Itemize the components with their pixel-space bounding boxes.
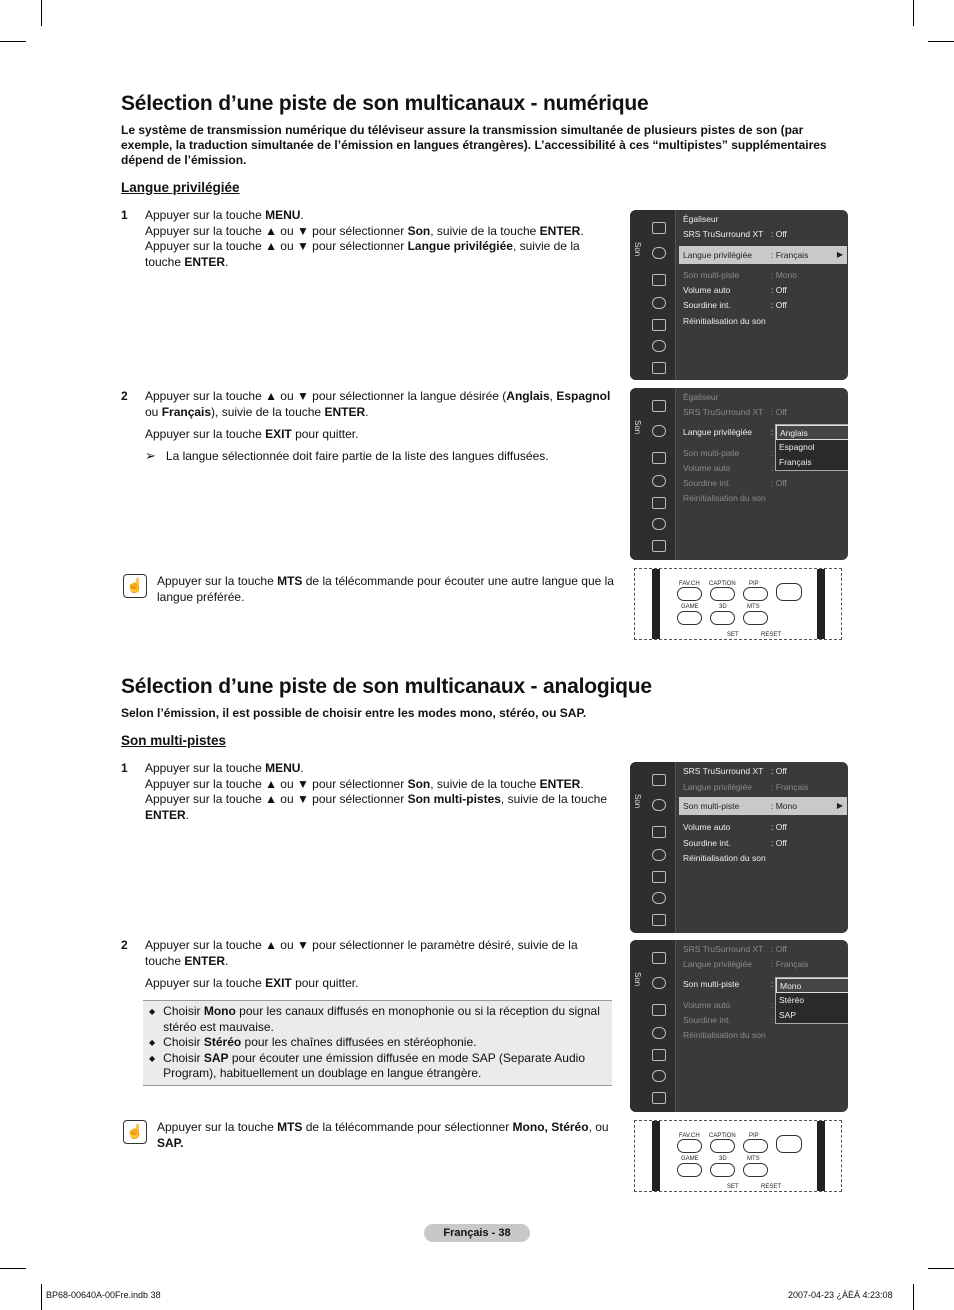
- picture-icon: [652, 400, 666, 412]
- application-icon: [652, 518, 666, 530]
- list-item: ◆ Choisir SAP pour écouter une émission diffusée en mode SAP (Separate Audio Program), habituellement un doublage en langue étrangère.: [149, 1050, 585, 1080]
- menu-row: Volume auto :: [683, 1000, 774, 1010]
- sound-icon: [652, 425, 666, 437]
- dropdown-option[interactable]: Espagnol: [779, 442, 815, 452]
- menu-row[interactable]: Sourdine int. : Off: [683, 838, 787, 848]
- hand-icon: ☝: [123, 1120, 147, 1144]
- menu-row-active[interactable]: Son multi-piste :: [683, 979, 774, 989]
- step-line: Appuyer sur la touche ▲ ou ▼ pour sélectionner la langue désirée (Anglais, Espagnol ou Français), suivie de la touche ENTER.: [145, 389, 611, 419]
- caption-button[interactable]: [710, 1139, 735, 1153]
- tv-menu-1: [630, 210, 848, 380]
- application-icon: [652, 1070, 666, 1082]
- menu-row-selected[interactable]: Son multi-piste : Mono ▶: [679, 797, 847, 815]
- menu-sidebar: [630, 940, 676, 1112]
- key-label: 3D: [719, 604, 727, 610]
- tip-text: Appuyer sur la touche MTS de la télécommande pour sélectionner Mono, Stéréo, ou SAP.: [157, 1120, 609, 1150]
- page-number-badge: Français - 38: [424, 1224, 530, 1242]
- 3d-button[interactable]: [710, 1163, 735, 1177]
- key-label: RESET: [761, 632, 782, 638]
- step-line: Appuyer sur la touche ▲ ou ▼ pour sélectionner le paramètre désiré, suivie de la touche ENTER.: [145, 938, 578, 968]
- step-line: Appuyer sur la touche ▲ ou ▼ pour sélectionner Son, suivie de la touche ENTER.: [145, 776, 584, 791]
- key-label: PIP: [749, 581, 759, 587]
- menu-sidebar: [630, 762, 676, 933]
- dropdown-option[interactable]: SAP: [779, 1010, 797, 1020]
- section1-subhead: Langue privilégiée: [121, 180, 240, 195]
- picture-icon: [652, 222, 666, 234]
- menu-row: Volume auto :: [683, 463, 774, 473]
- support-icon: [652, 362, 666, 374]
- menu-row[interactable]: Volume auto : Off: [683, 285, 787, 295]
- game-button[interactable]: [677, 611, 702, 625]
- section2-title: Sélection d’une piste de son multicanaux - analogique: [121, 675, 652, 698]
- key-label: FAV.CH: [679, 1133, 700, 1139]
- menu-category-label: Son: [633, 242, 642, 257]
- file-info: BP68-00640A-00Fre.indb 38: [46, 1290, 161, 1300]
- menu-row: Langue privilégiée : Français: [683, 959, 809, 969]
- input-icon: [652, 497, 666, 509]
- input-icon: [652, 1049, 666, 1061]
- caption-button[interactable]: [710, 587, 735, 601]
- tv-menu-2: [630, 388, 848, 560]
- s1-step2: [121, 389, 621, 464]
- remote-edge: [652, 569, 660, 640]
- picture-icon: [652, 952, 666, 964]
- channel-icon: [652, 274, 666, 286]
- key-label: GAME: [681, 1156, 699, 1162]
- step-number: 1: [121, 761, 128, 775]
- step-number: 2: [121, 389, 128, 403]
- menu-category-label: Son: [633, 420, 642, 435]
- menu-sidebar: [630, 210, 676, 380]
- step-line: Appuyer sur la touche MENU.: [145, 761, 304, 775]
- step-line: Appuyer sur la touche MENU.: [145, 208, 304, 222]
- list-item: ◆ Choisir Mono pour les canaux diffusés en monophonie ou si la réception du signal stéréo est mauvaise.: [149, 1004, 600, 1034]
- menu-category-label: Son: [633, 972, 642, 987]
- key-label: MTS: [747, 604, 760, 610]
- favch-button[interactable]: [677, 587, 702, 601]
- sound-icon: [652, 247, 666, 259]
- section2-subhead: Son multi-pistes: [121, 733, 227, 748]
- menu-row[interactable]: Réinitialisation du son: [683, 853, 766, 863]
- section1-intro: Le système de transmission numérique du téléviseur assure la transmission simultanée de plusieurs pistes de son (par exemple, la traduction simultanée de l’émission en langues étrangères). L’accessibilité à ces “multipistes” supplémentaires dépend de l’émission.: [121, 123, 827, 167]
- mts-button[interactable]: [743, 611, 768, 625]
- s2-step1: [121, 761, 621, 823]
- step-line: Appuyer sur la touche EXIT pour quitter.: [145, 976, 359, 990]
- input-icon: [652, 319, 666, 331]
- up-arrow-button[interactable]: [776, 1135, 802, 1153]
- menu-category-label: Son: [633, 794, 642, 809]
- up-arrow-button[interactable]: [776, 583, 802, 601]
- menu-row[interactable]: SRS TruSurround XT : Off: [683, 229, 787, 239]
- hand-icon: ☝: [123, 574, 147, 598]
- tv-menu-3: [630, 762, 848, 933]
- channel-icon: [652, 826, 666, 838]
- step-line: Appuyer sur la touche ▲ ou ▼ pour sélectionner Son multi-pistes, suivie de la touche ENTER.: [145, 792, 607, 822]
- dropdown-option[interactable]: Anglais: [776, 425, 848, 440]
- list-item: ◆ Choisir Stéréo pour les chaînes diffusées en stéréophonie.: [149, 1035, 477, 1049]
- favch-button[interactable]: [677, 1139, 702, 1153]
- note: [145, 449, 621, 465]
- menu-row: Réinitialisation du son: [683, 1030, 766, 1040]
- menu-row-selected[interactable]: Langue privilégiée : Français ▶: [679, 246, 847, 264]
- menu-row: Son multi-piste : Mono: [683, 270, 797, 280]
- diamond-bullet-icon: ◆: [149, 1053, 156, 1063]
- support-icon: [652, 540, 666, 552]
- menu-row: Sourdine int. :: [683, 1015, 774, 1025]
- menu-row[interactable]: SRS TruSurround XT : Off: [683, 766, 787, 776]
- dropdown-option[interactable]: Français: [779, 457, 812, 467]
- diamond-bullet-icon: ◆: [149, 1007, 156, 1016]
- key-label: 3D: [719, 1156, 727, 1162]
- key-label: SET: [727, 632, 739, 638]
- section2-intro: Selon l’émission, il est possible de choisir entre les modes mono, stéréo, ou SAP.: [121, 706, 587, 720]
- input-icon: [652, 871, 666, 883]
- language-dropdown[interactable]: [775, 424, 848, 471]
- key-label: MTS: [747, 1156, 760, 1162]
- arrow-icon: ➢: [145, 447, 156, 463]
- key-label: FAV.CH: [679, 581, 700, 587]
- setup-icon: [652, 475, 666, 487]
- key-label: SET: [727, 1184, 739, 1190]
- dropdown-option[interactable]: Stéréo: [779, 995, 805, 1005]
- menu-sidebar: [630, 388, 676, 560]
- pip-button[interactable]: [743, 1139, 768, 1153]
- key-label: CAPTION: [709, 581, 736, 587]
- menu-row: Réinitialisation du son: [683, 493, 766, 503]
- menu-row: Sourdine int. : Off: [683, 478, 787, 488]
- mts-button[interactable]: [743, 1163, 768, 1177]
- section1-title: Sélection d’une piste de son multicanaux - numérique: [121, 92, 649, 115]
- dropdown-option[interactable]: Mono: [776, 978, 848, 993]
- application-icon: [652, 340, 666, 352]
- remote-control-2: [634, 1120, 842, 1192]
- 3d-button[interactable]: [710, 611, 735, 625]
- note-text: La langue sélectionnée doit faire partie de la liste des langues diffusées.: [165, 448, 549, 463]
- channel-icon: [652, 1004, 666, 1016]
- setup-icon: [652, 297, 666, 309]
- menu-row[interactable]: Réinitialisation du son: [683, 316, 766, 326]
- key-label: CAPTION: [709, 1133, 736, 1139]
- remote-edge: [652, 1121, 660, 1192]
- application-icon: [652, 892, 666, 904]
- support-icon: [652, 1092, 666, 1104]
- menu-row-active[interactable]: Langue privilégiée :: [683, 427, 774, 437]
- menu-row[interactable]: Volume auto : Off: [683, 822, 787, 832]
- menu-row: Son multi-piste :: [683, 448, 774, 458]
- s1-tip: [123, 574, 628, 605]
- sound-mode-dropdown[interactable]: [775, 977, 848, 1024]
- key-label: RESET: [761, 1184, 782, 1190]
- key-label: PIP: [749, 1133, 759, 1139]
- step-number: 1: [121, 208, 128, 222]
- options-list: [143, 1000, 612, 1086]
- step-line: Appuyer sur la touche EXIT pour quitter.: [145, 427, 359, 441]
- menu-row[interactable]: Sourdine int. : Off: [683, 300, 787, 310]
- remote-edge: [817, 1121, 825, 1192]
- tv-menu-4: [630, 940, 848, 1112]
- sound-icon: [652, 799, 666, 811]
- setup-icon: [652, 849, 666, 861]
- menu-row[interactable]: Égaliseur: [683, 214, 719, 224]
- arrow-right-icon: ▶: [836, 250, 843, 259]
- remote-control-1: [634, 568, 842, 640]
- menu-row: SRS TruSurround XT : Off: [683, 944, 787, 954]
- arrow-right-icon: ▶: [836, 801, 843, 810]
- step-line: Appuyer sur la touche ▲ ou ▼ pour sélectionner Son, suivie de la touche ENTER.: [145, 223, 584, 238]
- menu-row: Langue privilégiée : Français: [683, 782, 809, 792]
- channel-icon: [652, 452, 666, 464]
- menu-row: SRS TruSurround XT : Off: [683, 407, 787, 417]
- key-label: GAME: [681, 604, 699, 610]
- picture-icon: [652, 774, 666, 786]
- support-icon: [652, 914, 666, 926]
- menu-row: Égaliseur: [683, 392, 719, 402]
- s2-step2: [121, 938, 621, 992]
- step-number: 2: [121, 938, 128, 952]
- tip-text: Appuyer sur la touche MTS de la télécommande pour écouter une autre langue que la langue préférée.: [157, 574, 614, 604]
- game-button[interactable]: [677, 1163, 702, 1177]
- setup-icon: [652, 1027, 666, 1039]
- pip-button[interactable]: [743, 587, 768, 601]
- sound-icon: [652, 977, 666, 989]
- print-date: 2007-04-23 ¿ÀÈÄ 4:23:08: [788, 1290, 893, 1300]
- diamond-bullet-icon: ◆: [149, 1038, 156, 1047]
- remote-edge: [817, 569, 825, 640]
- s2-tip: [123, 1120, 628, 1151]
- step-line: Appuyer sur la touche ▲ ou ▼ pour sélectionner Langue privilégiée, suivie de la touche ENTER.: [145, 239, 580, 269]
- s1-step1: [121, 208, 621, 270]
